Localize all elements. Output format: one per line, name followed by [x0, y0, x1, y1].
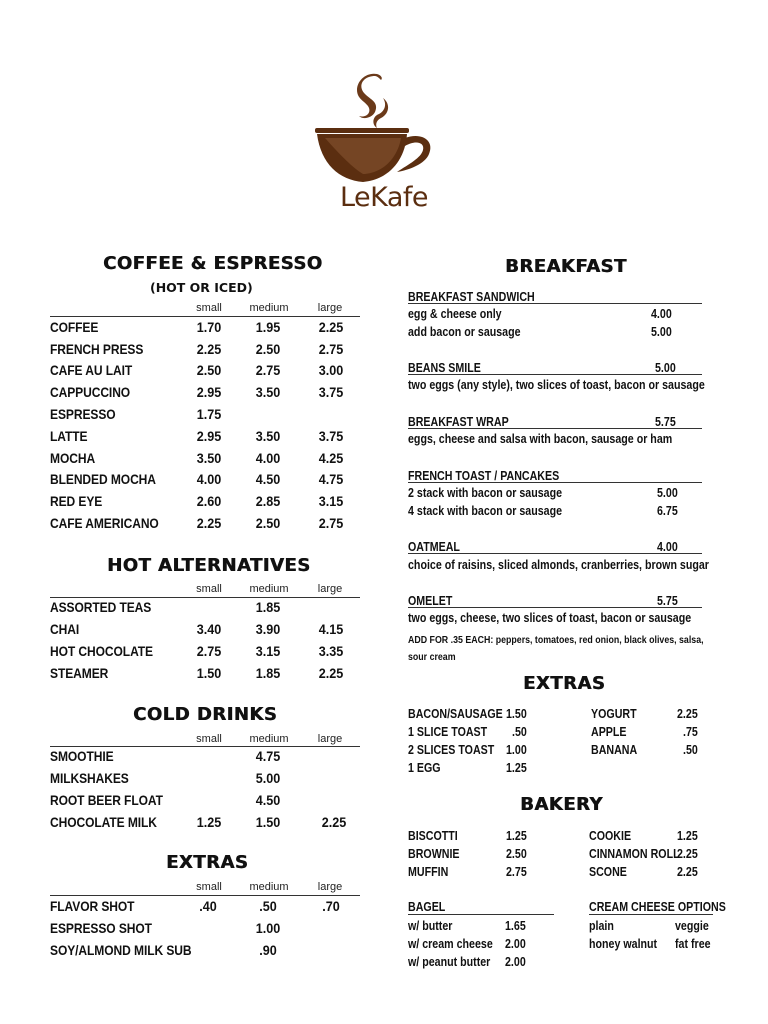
bakery-item-name: COOKIE [589, 828, 632, 843]
breakfast-price: 4.00 [657, 539, 678, 554]
menu-item-name: HOT CHOCOLATE [50, 643, 153, 659]
section-divider [408, 374, 702, 375]
bagel-option: w/ butter [408, 918, 453, 933]
bakery-item-name: SCONE [589, 864, 627, 879]
menu-item-name: LATTE [50, 428, 88, 444]
price-small: 2.25 [196, 341, 222, 357]
price-medium: 3.90 [255, 621, 281, 637]
size-medium-label: medium [249, 733, 289, 745]
price-small: .40 [199, 898, 217, 914]
bagel-option: w/ peanut butter [408, 954, 491, 969]
breakfast-description: two eggs, cheese, two slices of toast, bacon or sausage [408, 610, 692, 625]
menu-item-name: FRENCH PRESS [50, 341, 144, 357]
breakfast-price: 5.00 [651, 324, 672, 339]
section-divider [408, 428, 702, 429]
extra-item-price: .50 [683, 742, 698, 757]
section-divider [408, 607, 702, 608]
price-large: 2.25 [321, 814, 347, 830]
bagel-price: 1.65 [505, 918, 526, 933]
price-large: 4.25 [318, 450, 344, 466]
cream-cheese-option: fat free [675, 936, 711, 951]
breakfast-price: 5.75 [657, 593, 678, 608]
price-medium: 2.50 [255, 341, 281, 357]
size-small-label: small [196, 583, 222, 595]
bakery-item-name: BROWNIE [408, 846, 460, 861]
price-large: 3.75 [318, 384, 344, 400]
extra-item-price: 1.50 [506, 706, 527, 721]
breakfast-item-title: BREAKFAST WRAP [408, 414, 509, 429]
price-large: .70 [322, 898, 340, 914]
section-divider [50, 895, 360, 896]
cream-cheese-option: plain [589, 918, 614, 933]
size-large-label: large [317, 733, 343, 745]
extra-item-name: 1 EGG [408, 760, 441, 775]
price-small: 2.60 [196, 493, 222, 509]
price-medium: 4.50 [255, 792, 281, 808]
breakfast-item-title: BEANS SMILE [408, 360, 481, 375]
section-divider [50, 316, 360, 317]
bakery-item-price: 2.75 [506, 864, 527, 879]
menu-item-name: CHAI [50, 621, 80, 637]
price-small: 2.95 [196, 384, 222, 400]
breakfast-item-title: OATMEAL [408, 539, 460, 554]
extra-item-name: 2 SLICES TOAST [408, 742, 495, 757]
extra-item-price: .50 [512, 724, 527, 739]
price-medium: 1.50 [255, 814, 281, 830]
menu-item-name: CAFE AMERICANO [50, 515, 159, 531]
menu-item-name: ESPRESSO [50, 406, 116, 422]
bakery-item-price: 2.25 [677, 846, 698, 861]
breakfast-price: 6.75 [657, 503, 678, 518]
breakfast-option: add bacon or sausage [408, 324, 521, 339]
bakery-item-name: CINNAMON ROLL [589, 846, 680, 861]
section-divider [50, 597, 360, 598]
price-large: 3.00 [318, 362, 344, 378]
breakfast-description: choice of raisins, sliced almonds, cranberries, brown sugar [408, 557, 709, 572]
price-large: 3.35 [318, 643, 344, 659]
price-large: 4.75 [318, 471, 344, 487]
menu-item-name: ROOT BEER FLOAT [50, 792, 163, 808]
price-medium: 2.50 [255, 515, 281, 531]
price-small: 2.95 [196, 428, 222, 444]
price-small: 4.00 [196, 471, 222, 487]
section-divider [408, 303, 702, 304]
omelet-addon-note: sour cream [408, 651, 456, 663]
size-small-label: small [196, 881, 222, 893]
cream-cheese-option: honey walnut [589, 936, 658, 951]
section-title-bakery: BAKERY [520, 794, 603, 815]
breakfast-item-title: FRENCH TOAST / PANCAKES [408, 468, 560, 483]
menu-item-name: MOCHA [50, 450, 96, 466]
price-medium: 1.85 [255, 665, 281, 681]
bagel-option: w/ cream cheese [408, 936, 493, 951]
breakfast-item-title: BREAKFAST SANDWICH [408, 289, 535, 304]
price-small: 1.25 [196, 814, 222, 830]
price-large: 2.25 [318, 319, 344, 335]
section-subtitle-coffee: (HOT OR ICED) [150, 280, 253, 295]
breakfast-price: 4.00 [651, 306, 672, 321]
bagel-price: 2.00 [505, 936, 526, 951]
price-medium: 5.00 [255, 770, 281, 786]
bakery-item-price: 2.50 [506, 846, 527, 861]
bagel-title: BAGEL [408, 899, 446, 914]
price-medium: 3.50 [255, 428, 281, 444]
section-title-breakfast: BREAKFAST [505, 256, 627, 277]
extra-item-name: APPLE [591, 724, 627, 739]
breakfast-option: 2 stack with bacon or sausage [408, 485, 563, 500]
price-large: 2.25 [318, 665, 344, 681]
bagel-price: 2.00 [505, 954, 526, 969]
bakery-item-price: 1.25 [677, 828, 698, 843]
section-divider [589, 914, 713, 915]
extra-item-price: 1.00 [506, 742, 527, 757]
section-divider [408, 914, 554, 915]
size-small-label: small [196, 733, 222, 745]
price-medium: 2.75 [255, 362, 281, 378]
extra-item-name: BANANA [591, 742, 638, 757]
menu-item-name: SOY/ALMOND MILK SUB [50, 942, 192, 958]
size-medium-label: medium [249, 302, 289, 314]
price-medium: 4.00 [255, 450, 281, 466]
size-medium-label: medium [249, 583, 289, 595]
price-small: 1.70 [196, 319, 222, 335]
price-large: 3.75 [318, 428, 344, 444]
price-large: 2.75 [318, 515, 344, 531]
price-medium: 1.85 [255, 599, 281, 615]
price-medium: .50 [259, 898, 277, 914]
section-title-food-extras: EXTRAS [523, 673, 606, 694]
bakery-item-price: 1.25 [506, 828, 527, 843]
size-large-label: large [317, 881, 343, 893]
breakfast-price: 5.75 [655, 414, 676, 429]
section-title-coffee: COFFEE & ESPRESSO [103, 253, 323, 274]
breakfast-description: eggs, cheese and salsa with bacon, sausage or ham [408, 431, 673, 446]
price-medium: 4.75 [255, 748, 281, 764]
price-small: 3.40 [196, 621, 222, 637]
section-title-hot-alternatives: HOT ALTERNATIVES [107, 555, 311, 576]
size-large-label: large [317, 302, 343, 314]
bakery-item-price: 2.25 [677, 864, 698, 879]
price-small: 1.75 [196, 406, 222, 422]
omelet-addon-note: ADD FOR .35 EACH: peppers, tomatoes, red onion, black olives, salsa, [408, 634, 704, 646]
menu-item-name: STEAMER [50, 665, 109, 681]
menu-item-name: BLENDED MOCHA [50, 471, 156, 487]
price-small: 2.50 [196, 362, 222, 378]
cream-cheese-title: CREAM CHEESE OPTIONS [589, 899, 726, 914]
extra-item-price: 1.25 [506, 760, 527, 775]
section-title-drink-extras: EXTRAS [166, 852, 249, 873]
size-large-label: large [317, 583, 343, 595]
extra-item-name: YOGURT [591, 706, 637, 721]
bakery-item-name: MUFFIN [408, 864, 449, 879]
extra-item-price: .75 [683, 724, 698, 739]
section-divider [408, 553, 702, 554]
breakfast-price: 5.00 [655, 360, 676, 375]
size-small-label: small [196, 302, 222, 314]
price-large: 4.15 [318, 621, 344, 637]
price-medium: 1.00 [255, 920, 281, 936]
brand-name: LeKafe [339, 182, 429, 213]
section-divider [408, 482, 702, 483]
price-medium: .90 [259, 942, 277, 958]
bakery-item-name: BISCOTTI [408, 828, 458, 843]
extra-item-name: 1 SLICE TOAST [408, 724, 488, 739]
menu-item-name: SMOOTHIE [50, 748, 114, 764]
price-small: 2.25 [196, 515, 222, 531]
price-medium: 1.95 [255, 319, 281, 335]
extra-item-price: 2.25 [677, 706, 698, 721]
menu-item-name: FLAVOR SHOT [50, 898, 135, 914]
price-medium: 2.85 [255, 493, 281, 509]
menu-item-name: COFFEE [50, 319, 99, 335]
menu-item-name: CAPPUCCINO [50, 384, 131, 400]
price-large: 3.15 [318, 493, 344, 509]
price-medium: 4.50 [255, 471, 281, 487]
breakfast-item-title: OMELET [408, 593, 453, 608]
extra-item-name: BACON/SAUSAGE [408, 706, 503, 721]
breakfast-option: egg & cheese only [408, 306, 502, 321]
menu-item-name: RED EYE [50, 493, 103, 509]
breakfast-option: 4 stack with bacon or sausage [408, 503, 563, 518]
menu-item-name: CAFE AU LAIT [50, 362, 133, 378]
price-small: 1.50 [196, 665, 222, 681]
section-title-cold-drinks: COLD DRINKS [133, 704, 278, 725]
price-medium: 3.50 [255, 384, 281, 400]
price-small: 3.50 [196, 450, 222, 466]
price-medium: 3.15 [255, 643, 281, 659]
cream-cheese-option: veggie [675, 918, 709, 933]
menu-item-name: MILKSHAKES [50, 770, 129, 786]
menu-item-name: CHOCOLATE MILK [50, 814, 157, 830]
menu-item-name: ESPRESSO SHOT [50, 920, 152, 936]
size-medium-label: medium [249, 881, 289, 893]
menu-item-name: ASSORTED TEAS [50, 599, 152, 615]
breakfast-description: two eggs (any style), two slices of toast, bacon or sausage [408, 377, 705, 392]
price-large: 2.75 [318, 341, 344, 357]
price-small: 2.75 [196, 643, 222, 659]
breakfast-price: 5.00 [657, 485, 678, 500]
section-divider [50, 746, 360, 747]
